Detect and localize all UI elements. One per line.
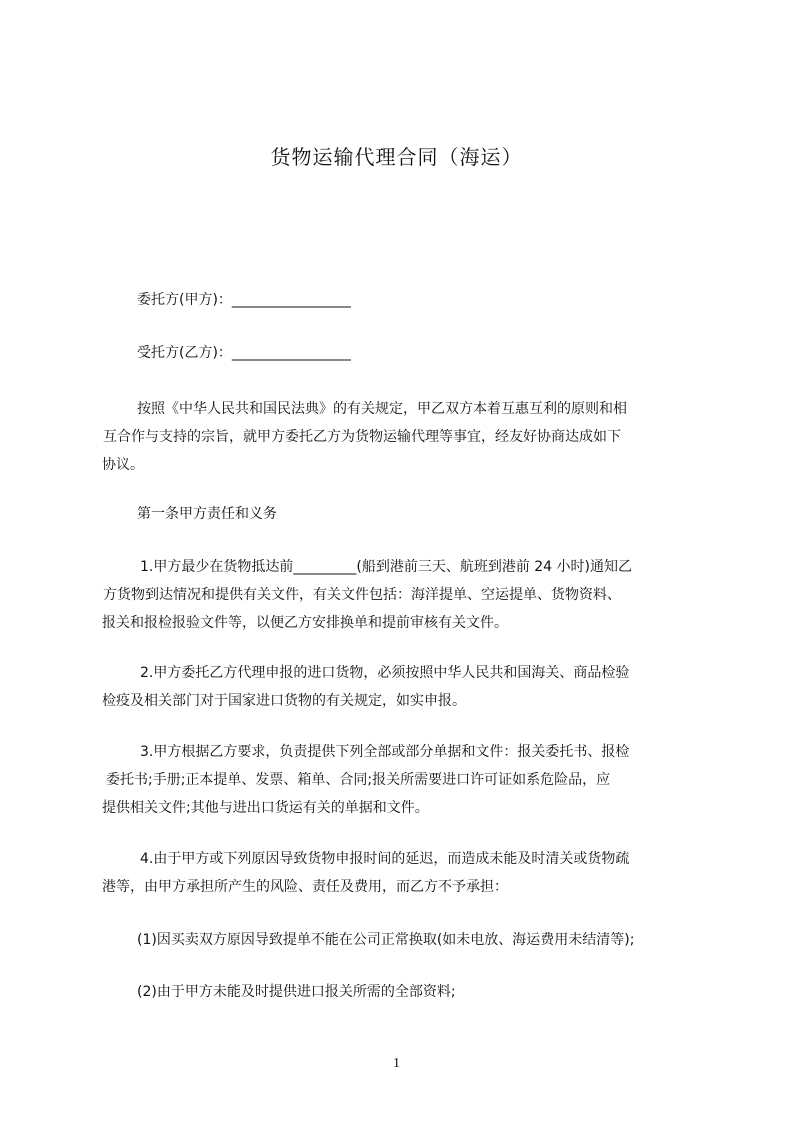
article-1-heading: 第一条甲方责任和义务 [137,506,277,522]
text-line: 互合作与支持的宗旨，就甲方委托乙方为货物运输代理等事宜，经友好协商达成如下 [103,429,621,445]
clause-3 [102,738,702,822]
clause-4-item-1: (1)因买卖双方原因导致提单不能在公司正常换取(如未电放、海运费用未结清等); [137,932,635,948]
text-line: 报关和报检报验文件等，以便乙方安排换单和提前审核有关文件。 [102,615,508,631]
text-line: 检疫及相关部门对于国家进口货物的有关规定，如实申报。 [102,693,466,709]
text-line: 方货物到达情况和提供有关文件，有关文件包括：海洋提单、空运提单、货物资料、 [103,587,621,603]
page-number: 1 [393,1056,400,1071]
text-line: 港等，由甲方承担所产生的风险、责任及费用，而乙方不予承担： [102,879,508,895]
clause-2 [102,659,702,715]
text-line: 2.甲方委托乙方代理申报的进口货物，必须按照中华人民共和国海关、商品检验 [140,665,630,681]
text-line: 按照《中华人民共和国民法典》的有关规定，甲乙双方本着互惠互利的原则和相 [137,401,627,417]
text-line: 3.甲方根据乙方要求，负责提供下列全部或部分单据和文件：报关委托书、报检 [140,744,630,760]
text-line: 提供相关文件;其他与进出口货运有关的单据和文件。 [102,800,429,816]
text-line: 4.由于甲方或下列原因导致货物申报时间的延迟，而造成未能及时清关或货物疏 [140,851,630,867]
document-title: 货物运输代理合同（海运） [270,145,523,169]
party-b-line: 受托方(乙方)：_________________ [137,345,351,361]
party-a-line: 委托方(甲方)：_________________ [137,292,351,308]
text-line: 协议。 [102,457,144,473]
clause-1 [102,553,702,637]
clause-4-item-2: (2)由于甲方未能及时提供进口报关所需的全部资料; [137,984,456,1000]
preamble-paragraph [102,395,702,479]
clause-4 [102,845,702,901]
text-line: 委托书;手册;正本提单、发票、箱单、合同;报关所需要进口许可证如系危险品，应 [106,772,611,788]
text-line: 1.甲方最少在货物抵达前_________(船到港前三天、航班到港前 24 小时)通知乙 [140,559,632,575]
